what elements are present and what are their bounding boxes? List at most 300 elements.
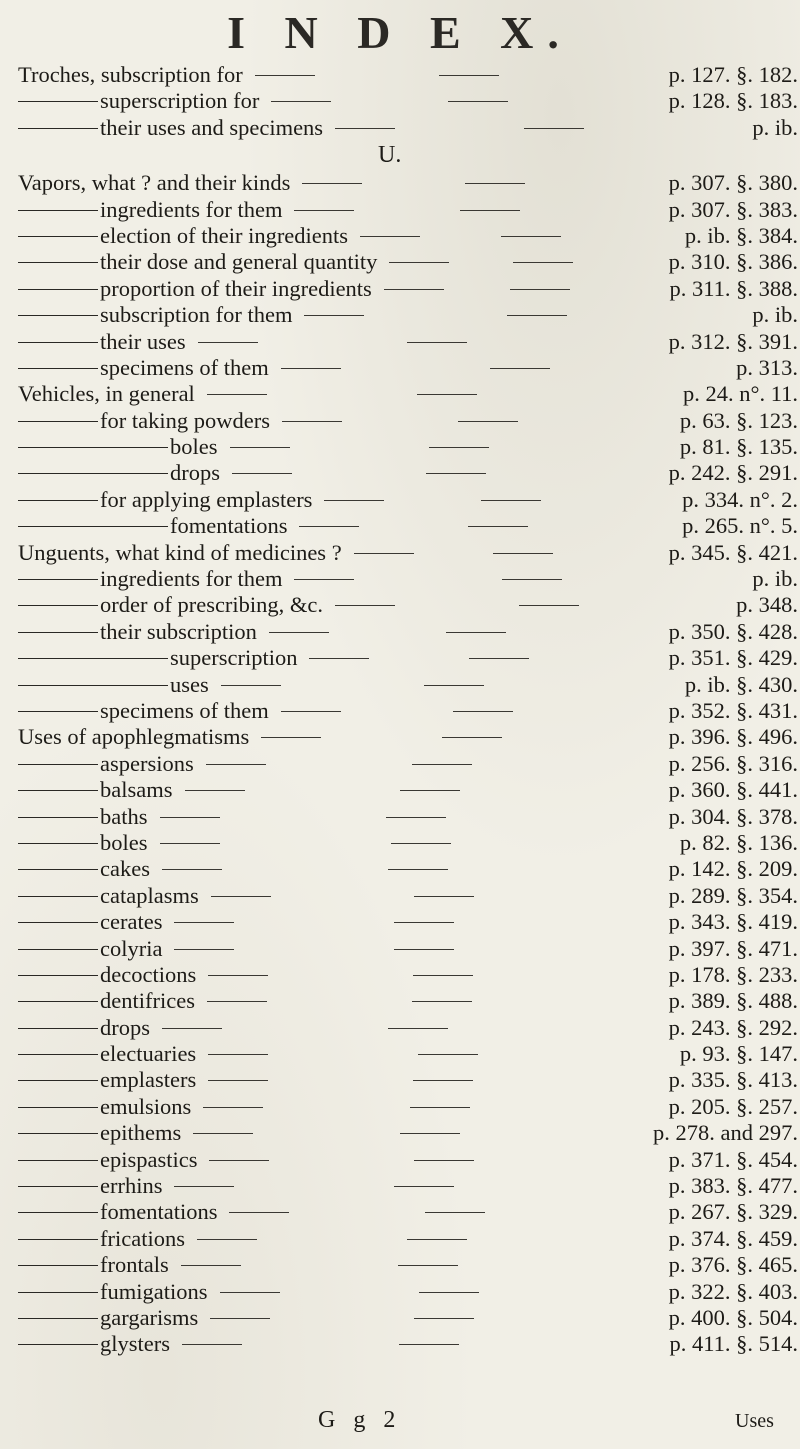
entry-reference: p. 389. §. 488. [668,988,798,1014]
entry-text: election of their ingredients [100,222,349,248]
entry-label [18,936,162,962]
leader-line [388,1028,448,1029]
leader-line [426,473,486,474]
indent-dash [18,896,98,897]
entry-label [18,1199,217,1225]
entry-text: electuaries [100,1041,197,1067]
catchword: Uses [735,1410,774,1432]
leader-line [501,236,561,237]
entry-label [18,777,173,803]
entry-reference: p. ib. [752,566,798,592]
leader-line [446,632,506,633]
entry-label [18,645,297,671]
entry-reference: p. 307. §. 380. [668,170,798,196]
entry-reference: p. 343. §. 419. [668,909,798,935]
index-entry [18,513,798,539]
leader-line [210,1318,270,1319]
indent-dash [18,685,168,686]
index-entry [18,566,798,592]
entry-text: Unguents, what kind of medicines ? [18,539,342,565]
leader-line [160,817,220,818]
leader-line [185,790,245,791]
entry-label [18,355,269,381]
leader-line [269,632,329,633]
indent-dash [18,1318,98,1319]
index-entry [18,883,798,909]
leader-line [398,1265,458,1266]
entry-label [18,302,292,328]
indent-dash [18,236,98,237]
leader-line [458,421,518,422]
leader-line [460,210,520,211]
leader-line [407,342,467,343]
entry-text: errhins [100,1173,163,1199]
leader-line [513,262,573,263]
leader-line [324,500,384,501]
entry-reference: p. 81. §. 135. [679,434,798,460]
index-entry [18,909,798,935]
entry-reference: p. 63. §. 123. [679,407,798,433]
entry-text: cakes [100,856,150,882]
leader-line [282,421,342,422]
index-entry [18,329,798,355]
entry-text: cataplasms [100,882,199,908]
index-entry [18,830,798,856]
entry-text: their subscription [100,618,257,644]
entry-text: frontals [100,1252,169,1278]
entry-label [18,830,148,856]
leader-line [304,315,364,316]
entry-reference: p. 278. and 297. [653,1120,798,1146]
entry-reference: p. 289. §. 354. [668,882,798,908]
index-entry [18,804,798,830]
indent-dash [18,1107,98,1108]
entry-reference: p. 93. §. 147. [679,1041,798,1067]
indent-dash [18,790,98,791]
entry-text: superscription [170,645,298,671]
entry-reference: p. 334. n°. 2. [682,486,798,512]
leader-line [399,1344,459,1345]
indent-dash [18,315,98,316]
leader-line [302,183,362,184]
entry-label [18,724,249,750]
entry-reference: p. 313. [736,354,798,380]
entry-text: order of prescribing, &c. [100,592,324,618]
entry-text: epispastics [100,1146,198,1172]
index-entry [18,1147,798,1173]
index-entry [18,223,798,249]
leader-line [412,1001,472,1002]
entry-text: colyria [100,935,163,961]
leader-line [182,1344,242,1345]
leader-line [203,1107,263,1108]
index-entry [18,1279,798,1305]
entry-reference: p. 360. §. 441. [668,777,798,803]
leader-line [160,843,220,844]
entry-label [18,513,287,539]
indent-dash [18,473,168,474]
leader-line [281,711,341,712]
entry-label [18,88,259,114]
indent-dash [18,975,98,976]
entry-text: epithems [100,1120,182,1146]
indent-dash [18,1133,98,1134]
entry-text: fomentations [170,513,288,539]
leader-line [335,128,395,129]
leader-line [391,843,451,844]
entry-reference: p. 82. §. 136. [679,829,798,855]
index-entry [18,197,798,223]
leader-line [442,737,502,738]
entry-label [18,1305,198,1331]
entry-label [18,1094,191,1120]
leader-line [412,764,472,765]
entry-label [18,988,195,1014]
index-header: I N D E X. [227,7,573,58]
indent-dash [18,1186,98,1187]
entry-text: specimens of them [100,354,269,380]
entry-label [18,223,348,249]
leader-line [386,817,446,818]
entry-text: dentifrices [100,988,195,1014]
entry-reference: p. 397. §. 471. [668,935,798,961]
entry-reference: p. ib. §. 384. [684,222,798,248]
entry-reference: p. 205. §. 257. [668,1093,798,1119]
index-entry [18,355,798,381]
index-entry [18,1041,798,1067]
index-entry [18,698,798,724]
indent-dash [18,526,168,527]
leader-line [400,790,460,791]
indent-dash [18,1265,98,1266]
entry-reference: p. 411. §. 514. [669,1331,798,1357]
leader-line [174,949,234,950]
leader-line [394,949,454,950]
entry-label [18,170,290,196]
entry-text: drops [100,1014,150,1040]
entry-reference: p. ib. [752,114,798,140]
indent-dash [18,101,98,102]
entry-text: baths [100,803,148,829]
entry-label [18,487,312,513]
entry-label [18,1331,170,1357]
entry-label [18,197,282,223]
entry-reference: p. 312. §. 391. [668,328,798,354]
leader-line [174,922,234,923]
leader-line [407,1239,467,1240]
entry-reference: p. 348. [736,592,798,618]
indent-dash [18,1239,98,1240]
index-entries [18,62,798,1358]
leader-line [281,368,341,369]
entry-reference: p. 127. §. 182. [668,62,798,87]
entry-reference: p. 350. §. 428. [668,618,798,644]
leader-line [198,342,258,343]
leader-line [255,75,315,76]
index-entry [18,62,798,88]
index-entry [18,1120,798,1146]
leader-line [413,975,473,976]
index-entry [18,1252,798,1278]
indent-dash [18,500,98,501]
entry-reference: p. 243. §. 292. [668,1014,798,1040]
indent-dash [18,1054,98,1055]
entry-label [18,329,186,355]
entry-label [18,1173,162,1199]
leader-line [360,236,420,237]
index-entry [18,1173,798,1199]
leader-line [425,1212,485,1213]
entry-text: specimens of them [100,697,269,723]
indent-dash [18,605,98,606]
index-entry [18,672,798,698]
entry-reference: p. ib. §. 430. [684,671,798,697]
entry-label [18,1226,185,1252]
leader-line [448,101,508,102]
indent-dash [18,1344,98,1345]
leader-line [468,526,528,527]
entry-text: decoctions [100,961,197,987]
entry-text: Uses of apophlegmatisms [18,724,250,750]
index-entry [18,1015,798,1041]
signature-mark: G g 2 [318,1407,402,1433]
entry-text: glysters [100,1331,170,1357]
index-entry [18,962,798,988]
index-entry [18,1199,798,1225]
entry-reference: p. 335. §. 413. [668,1067,798,1093]
leader-line [413,1080,473,1081]
entry-reference: p. 128. §. 183. [668,88,798,114]
indent-dash [18,289,98,290]
leader-line [424,685,484,686]
leader-line [469,658,529,659]
leader-line [439,75,499,76]
leader-line [193,1133,253,1134]
indent-dash [18,1160,98,1161]
entry-reference: p. ib. [752,302,798,328]
entry-text: gargarisms [100,1304,199,1330]
leader-line [481,500,541,501]
index-entry [18,276,798,302]
entry-label [18,698,269,724]
entry-reference: p. 345. §. 421. [668,539,798,565]
leader-line [209,1160,269,1161]
index-entry [18,170,798,196]
leader-line [211,896,271,897]
leader-line [174,1186,234,1187]
indent-dash [18,1212,98,1213]
leader-line [181,1265,241,1266]
entry-label [18,62,243,88]
entry-reference: p. 383. §. 477. [668,1173,798,1199]
entry-label [18,883,199,909]
leader-line [524,128,584,129]
entry-label [18,408,270,434]
entry-label [18,962,196,988]
entry-text: ingredients for them [100,566,283,592]
entry-reference: p. 322. §. 403. [668,1278,798,1304]
index-entry [18,302,798,328]
entry-text: drops [170,460,220,486]
leader-line [410,1107,470,1108]
index-entry [18,487,798,513]
entry-text: ingredients for them [100,196,283,222]
leader-line [465,183,525,184]
leader-line [208,975,268,976]
leader-line [519,605,579,606]
index-entry [18,724,798,750]
leader-line [490,368,550,369]
indent-dash [18,764,98,765]
index-entry [18,592,798,618]
index-entry [18,115,798,141]
entry-text: uses [170,671,209,697]
entry-reference: p. 242. §. 291. [668,460,798,486]
index-entry [18,1226,798,1252]
index-entry [18,619,798,645]
index-entry [18,936,798,962]
entry-text: superscription for [100,88,260,114]
leader-line [394,922,454,923]
entry-reference: p. 267. §. 329. [668,1199,798,1225]
leader-line [232,473,292,474]
entry-text: emplasters [100,1067,197,1093]
index-entry [18,1067,798,1093]
entry-label [18,1147,197,1173]
indent-dash [18,843,98,844]
entry-reference: p. 256. §. 316. [668,750,798,776]
entry-label [18,1279,208,1305]
leader-line [418,1054,478,1055]
indent-dash [18,711,98,712]
leader-line [162,1028,222,1029]
indent-dash [18,368,98,369]
leader-line [207,394,267,395]
leader-line [429,447,489,448]
entry-text: Troches, subscription for [18,62,243,87]
entry-reference: p. 396. §. 496. [668,724,798,750]
entry-label [18,115,323,141]
entry-text: Vapors, what ? and their kinds [18,170,291,196]
leader-line [400,1133,460,1134]
index-entry [18,381,798,407]
index-entry [18,988,798,1014]
indent-dash [18,262,98,263]
leader-line [261,737,321,738]
entry-text: boles [100,829,148,855]
entry-label [18,460,220,486]
indent-dash [18,1292,98,1293]
leader-line [510,289,570,290]
index-entry [18,460,798,486]
entry-text: their uses and specimens [100,114,324,140]
entry-label [18,434,218,460]
entry-label [18,751,194,777]
entry-text: boles [170,434,218,460]
index-entry [18,1331,798,1357]
entry-label [18,909,162,935]
entry-label [18,804,148,830]
entry-text: their dose and general quantity [100,249,378,275]
leader-line [502,579,562,580]
entry-label [18,592,323,618]
leader-line [394,1186,454,1187]
indent-dash [18,1028,98,1029]
leader-line [507,315,567,316]
leader-line [197,1239,257,1240]
leader-line [230,447,290,448]
leader-line [294,579,354,580]
indent-dash [18,421,98,422]
entry-label [18,276,372,302]
leader-line [414,1318,474,1319]
entry-reference: p. 376. §. 465. [668,1252,798,1278]
leader-line [208,1054,268,1055]
entry-text: aspersions [100,750,194,776]
entry-label [18,1067,196,1093]
entry-reference: p. 178. §. 233. [668,961,798,987]
entry-label [18,619,257,645]
leader-line [309,658,369,659]
index-entry [18,777,798,803]
indent-dash [18,922,98,923]
leader-line [294,210,354,211]
indent-dash [18,817,98,818]
indent-dash [18,869,98,870]
section-letter: U. [378,142,402,169]
indent-dash [18,447,168,448]
indent-dash [18,128,98,129]
entry-reference: p. 310. §. 386. [668,249,798,275]
entry-reference: p. 352. §. 431. [668,697,798,723]
leader-line [417,394,477,395]
entry-label [18,540,342,566]
index-entry [18,1305,798,1331]
entry-text: subscription for them [100,302,293,328]
entry-label [18,856,150,882]
indent-dash [18,1001,98,1002]
entry-reference: p. 371. §. 454. [668,1146,798,1172]
entry-reference: p. 400. §. 504. [668,1304,798,1330]
leader-line [493,553,553,554]
leader-line [271,101,331,102]
entry-label [18,566,282,592]
leader-line [388,869,448,870]
entry-text: balsams [100,777,173,803]
index-entry [18,249,798,275]
leader-line [335,605,395,606]
index-entry [18,408,798,434]
indent-dash [18,210,98,211]
entry-text: their uses [100,328,186,354]
entry-text: emulsions [100,1093,192,1119]
leader-line [220,1292,280,1293]
leader-line [162,869,222,870]
leader-line [208,1080,268,1081]
leader-line [299,526,359,527]
entry-reference: p. 142. §. 209. [668,856,798,882]
section-heading [18,141,798,170]
leader-line [221,685,281,686]
entry-text: cerates [100,909,163,935]
indent-dash [18,579,98,580]
leader-line [229,1212,289,1213]
indent-dash [18,658,168,659]
indent-dash [18,1080,98,1081]
leader-line [419,1292,479,1293]
leader-line [453,711,513,712]
indent-dash [18,342,98,343]
